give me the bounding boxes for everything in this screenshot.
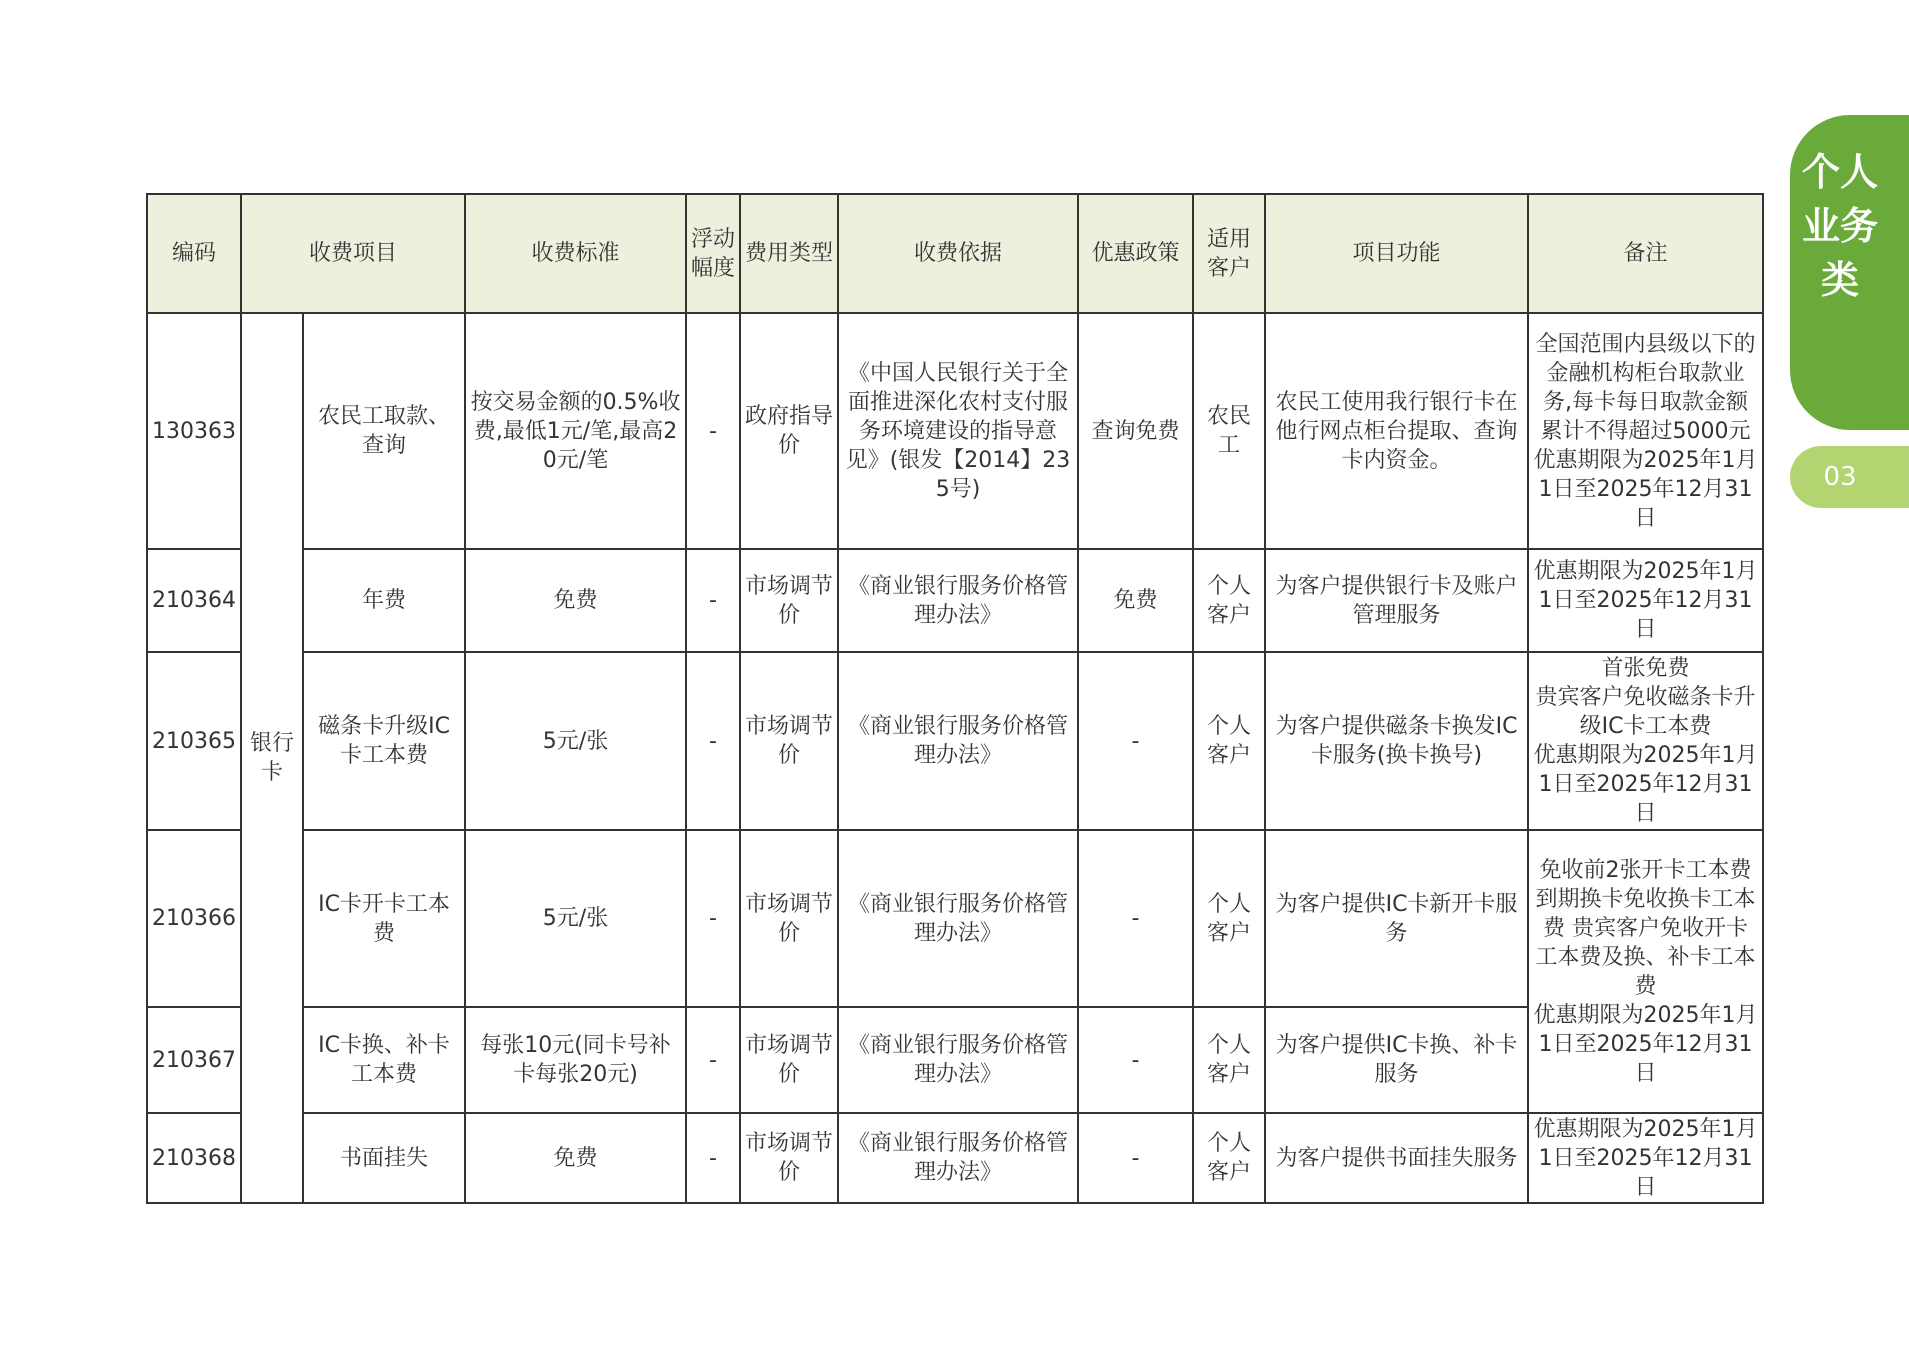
header-basis: 收费依据	[838, 194, 1078, 313]
remark-cell: 首张免费 贵宾客户免收磁条卡升级IC卡工本费 优惠期限为2025年1月1日至2025年12月31日	[1528, 652, 1763, 830]
code-cell: 210366	[147, 830, 241, 1007]
basis-cell: 《商业银行服务价格管理办法》	[838, 549, 1078, 652]
table-row	[147, 549, 1763, 652]
basis-cell: 《商业银行服务价格管理办法》	[838, 830, 1078, 1007]
remark-cell: 免收前2张开卡工本费 到期换卡免收换卡工本费 贵宾客户免收开卡工本费及换、补卡工本费 优惠期限为2025年1月1日至2025年12月31日	[1528, 830, 1763, 1113]
float-cell: -	[686, 1007, 740, 1113]
standard-cell: 免费	[465, 549, 686, 652]
remark-cell: 优惠期限为2025年1月1日至2025年12月31日	[1528, 1113, 1763, 1203]
basis-cell: 《商业银行服务价格管理办法》	[838, 1113, 1078, 1203]
code-cell: 210367	[147, 1007, 241, 1113]
table-row	[147, 652, 1763, 830]
item-cell: 书面挂失	[303, 1113, 465, 1203]
header-remark: 备注	[1528, 194, 1763, 313]
function-cell: 为客户提供磁条卡换发IC卡服务(换卡换号)	[1265, 652, 1528, 830]
code-cell: 210368	[147, 1113, 241, 1203]
header-standard: 收费标准	[465, 194, 686, 313]
page-number: 03	[1823, 462, 1857, 492]
header-fee-type: 费用类型	[740, 194, 838, 313]
category-cell: 银行卡	[241, 313, 303, 1203]
function-cell: 为客户提供书面挂失服务	[1265, 1113, 1528, 1203]
customer-cell: 农民工	[1193, 313, 1265, 549]
header-float: 浮动幅度	[686, 194, 740, 313]
function-cell: 为客户提供IC卡换、补卡服务	[1265, 1007, 1528, 1113]
fee-type-cell: 政府指导价	[740, 313, 838, 549]
standard-cell: 免费	[465, 1113, 686, 1203]
float-cell: -	[686, 1113, 740, 1203]
table-row	[147, 1113, 1763, 1203]
section-tab-label: 个人业务类	[1801, 150, 1878, 302]
basis-cell: 《商业银行服务价格管理办法》	[838, 652, 1078, 830]
item-cell: IC卡开卡工本费	[303, 830, 465, 1007]
item-cell: IC卡换、补卡工本费	[303, 1007, 465, 1113]
section-tab	[1790, 115, 1909, 430]
fee-table	[146, 193, 1764, 1204]
remark-cell: 全国范围内县级以下的金融机构柜台取款业务,每卡每日取款金额累计不得超过5000元 优惠期限为2025年1月1日至2025年12月31日	[1528, 313, 1763, 549]
table-row	[147, 1007, 1763, 1113]
header-function: 项目功能	[1265, 194, 1528, 313]
basis-cell: 《商业银行服务价格管理办法》	[838, 1007, 1078, 1113]
standard-cell: 按交易金额的0.5%收费,最低1元/笔,最高20元/笔	[465, 313, 686, 549]
item-cell: 农民工取款、查询	[303, 313, 465, 549]
function-cell: 农民工使用我行银行卡在他行网点柜台提取、查询卡内资金。	[1265, 313, 1528, 549]
header-customer: 适用客户	[1193, 194, 1265, 313]
code-cell: 210364	[147, 549, 241, 652]
customer-cell: 个人客户	[1193, 830, 1265, 1007]
fee-type-cell: 市场调节价	[740, 1007, 838, 1113]
discount-cell: -	[1078, 652, 1193, 830]
remark-cell: 优惠期限为2025年1月1日至2025年12月31日	[1528, 549, 1763, 652]
customer-cell: 个人客户	[1193, 652, 1265, 830]
fee-type-cell: 市场调节价	[740, 830, 838, 1007]
float-cell: -	[686, 549, 740, 652]
code-cell: 130363	[147, 313, 241, 549]
float-cell: -	[686, 830, 740, 1007]
standard-cell: 5元/张	[465, 830, 686, 1007]
customer-cell: 个人客户	[1193, 1113, 1265, 1203]
table-row	[147, 313, 1763, 549]
float-cell: -	[686, 652, 740, 830]
fee-type-cell: 市场调节价	[740, 549, 838, 652]
standard-cell: 每张10元(同卡号补卡每张20元)	[465, 1007, 686, 1113]
table-header-row	[147, 194, 1763, 313]
code-cell: 210365	[147, 652, 241, 830]
page-number-badge	[1790, 446, 1909, 508]
table-row	[147, 830, 1763, 1007]
item-cell: 磁条卡升级IC卡工本费	[303, 652, 465, 830]
item-cell: 年费	[303, 549, 465, 652]
function-cell: 为客户提供银行卡及账户管理服务	[1265, 549, 1528, 652]
discount-cell: 查询免费	[1078, 313, 1193, 549]
basis-cell: 《中国人民银行关于全面推进深化农村支付服务环境建设的指导意见》(银发【2014】235号)	[838, 313, 1078, 549]
discount-cell: -	[1078, 1007, 1193, 1113]
header-discount: 优惠政策	[1078, 194, 1193, 313]
float-cell: -	[686, 313, 740, 549]
discount-cell: -	[1078, 830, 1193, 1007]
fee-type-cell: 市场调节价	[740, 1113, 838, 1203]
standard-cell: 5元/张	[465, 652, 686, 830]
header-item: 收费项目	[241, 194, 465, 313]
fee-type-cell: 市场调节价	[740, 652, 838, 830]
function-cell: 为客户提供IC卡新开卡服务	[1265, 830, 1528, 1007]
customer-cell: 个人客户	[1193, 549, 1265, 652]
discount-cell: -	[1078, 1113, 1193, 1203]
customer-cell: 个人客户	[1193, 1007, 1265, 1113]
header-code: 编码	[147, 194, 241, 313]
discount-cell: 免费	[1078, 549, 1193, 652]
